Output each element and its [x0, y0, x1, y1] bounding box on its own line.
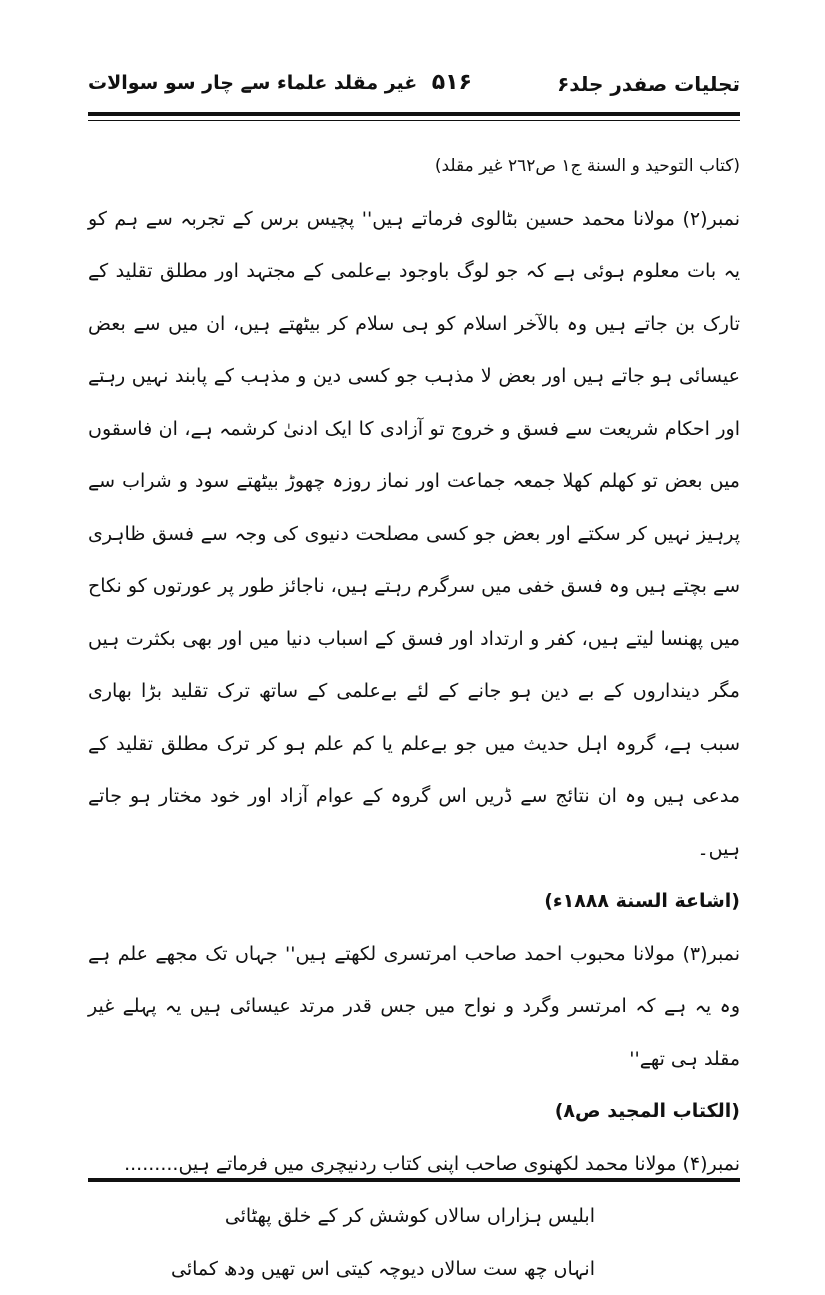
paragraph-2: نمبر(۲) مولانا محمد حسین بٹالوی فرماتے ہیں'' پچیس برس کے تجربہ سے ہم کو یہ بات معلوم ہوئی ہے کہ جو لوگ باوجود بےعلمی کے مجتہد اور مطلق تقلید کے تارک بن جاتے ہیں وہ بالآخر اسلام کو ہی سلام کر بیٹھتے ہیں، ان میں سے بعض عیسائی ہو جاتے ہیں اور بعض لا مذہب جو کسی دین و مذہب کے پابند نہیں رہتے اور احکام شریعت سے فسق و خروج تو آزادی کا ایک ادنیٰ کرشمہ ہے، ان فاسقوں میں بعض تو کھلم کھلا جمعہ جماعت اور نماز روزہ چھوڑ بیٹھتے سود و شراب سے پرہیز نہیں کر سکتے اور بعض جو کسی مصلحت دنیوی کی وجہ سے فسق ظاہری سے بچتے ہیں وہ فسق خفی میں سرگرم رہتے ہیں، ناجائز طور پر عورتوں کو نکاح میں پھنسا لیتے ہیں، کفر و ارتداد اور فسق کے اسباب دنیا میں اور بھی بکثرت ہیں مگر دینداروں کے بے دین ہو جانے کے لئے بےعلمی کے ساتھ ترک تقلید بڑا بھاری سبب ہے، گروہ اہل حدیث میں جو بےعلم یا کم علم ہو کر ترک مطلق تقلید کے مدعی ہیں وہ ان نتائج سے ڈریں اس گروہ کے عوام آزاد اور خود مختار ہو جاتے ہیں۔	[88, 193, 740, 876]
paragraph-4: نمبر(۴) مولانا محمد لکھنوی صاحب اپنی کتاب ردنیچری میں فرماتے ہیں.........	[88, 1138, 740, 1191]
chapter-title: غیر مقلد علماء سے چار سو سوالات	[88, 72, 417, 94]
citation-al-kitab-al-majid: (الکتاب المجید ص۸)	[88, 1085, 740, 1138]
book-title: تجلیات صفدر جلد۶	[557, 72, 740, 96]
header-rule-thin	[88, 120, 740, 121]
page-header	[88, 72, 740, 106]
citation-ishaat-al-sunnah: (اشاعة السنة ١٨٨٨ء)	[88, 875, 740, 928]
verse-line-2: انہاں چھ ست سالاں دیوچہ کیتی اس تھیں ودھ کمائی	[88, 1243, 740, 1295]
paragraph-3: نمبر(۳) مولانا محبوب احمد صاحب امرتسری لکھتے ہیں'' جہاں تک مجھے علم ہے وہ یہ ہے کہ امرتسر وگرد و نواح میں جس قدر مرتد عیسائی ہیں یہ پہلے غیر مقلد ہی تھے''	[88, 928, 740, 1086]
verse-line-1: ابلیس ہزاراں سالاں کوشش کر کے خلق پھٹائی	[88, 1190, 740, 1243]
footer-rule	[88, 1178, 740, 1182]
header-rule	[88, 112, 740, 116]
page-number: ۵۱۶	[432, 70, 472, 95]
citation-kitab-al-tawhid: (کتاب التوحید و السنة ج١ ص٢٦٢ غیر مقلد)	[88, 140, 740, 193]
page-body	[88, 140, 740, 1295]
